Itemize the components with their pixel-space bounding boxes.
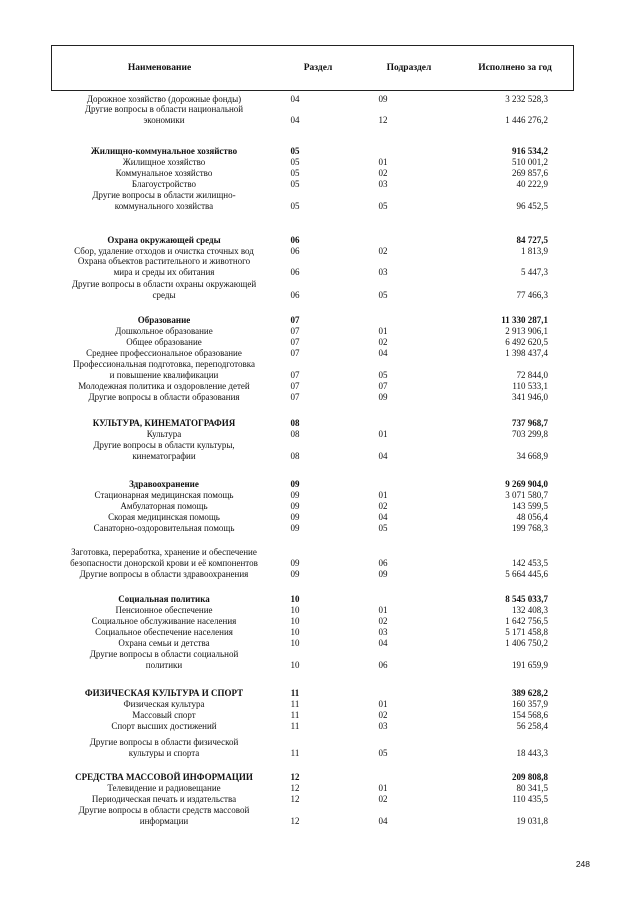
row-value: 269 857,6 <box>512 168 548 178</box>
row-podrazdel: 09 <box>378 94 388 104</box>
row-name: Социальное обеспечение населения <box>95 627 233 637</box>
row-name: Молодежная политика и оздоровление детей <box>78 381 250 391</box>
row-name: Дошкольное образование <box>115 326 213 336</box>
row-value: 110 435,5 <box>512 794 548 804</box>
row-value: 18 443,3 <box>516 748 548 758</box>
row-name: Сбор, удаление отходов и очистка сточных вод <box>74 246 254 256</box>
row-razdel: 07 <box>290 326 300 336</box>
row-podrazdel: 02 <box>378 710 388 720</box>
row-razdel: 05 <box>290 179 300 189</box>
row-razdel: 07 <box>290 381 300 391</box>
row-value: 3 232 528,3 <box>505 94 548 104</box>
row-podrazdel: 02 <box>378 246 388 256</box>
row-podrazdel: 01 <box>378 783 388 793</box>
row-razdel: 12 <box>290 783 300 793</box>
row-razdel: 10 <box>290 638 300 648</box>
row-value: 9 269 904,0 <box>505 479 548 489</box>
row-name: политики <box>145 660 183 670</box>
row-podrazdel: 02 <box>378 794 388 804</box>
page-number: 248 <box>575 859 590 869</box>
row-name: Другие вопросы в области жилищно- <box>92 190 236 200</box>
row-podrazdel: 01 <box>378 605 388 615</box>
row-name: Другие вопросы в области образования <box>88 392 240 402</box>
row-razdel: 08 <box>290 451 300 461</box>
row-name: Спорт высших достижений <box>111 721 217 731</box>
row-razdel: 10 <box>290 605 300 615</box>
row-value: 5 664 445,6 <box>505 569 548 579</box>
row-name: среды <box>152 290 176 300</box>
row-razdel: 09 <box>290 501 300 511</box>
row-value: 80 341,5 <box>516 783 548 793</box>
row-podrazdel: 03 <box>378 627 388 637</box>
row-razdel: 05 <box>290 201 300 211</box>
row-podrazdel: 02 <box>378 616 388 626</box>
row-razdel: 09 <box>290 479 300 489</box>
row-name: Жилищно-коммунальное хозяйство <box>90 146 238 156</box>
row-value: 199 768,3 <box>512 523 548 533</box>
row-razdel: 09 <box>290 512 300 522</box>
row-podrazdel: 01 <box>378 699 388 709</box>
row-podrazdel: 06 <box>378 660 388 670</box>
row-podrazdel: 05 <box>378 370 388 380</box>
row-razdel: 09 <box>290 558 300 568</box>
row-name: Здравоохранение <box>129 479 199 489</box>
row-podrazdel: 01 <box>378 157 388 167</box>
row-name: Физическая культура <box>123 699 205 709</box>
row-podrazdel: 05 <box>378 748 388 758</box>
row-value: 1 406 750,2 <box>505 638 548 648</box>
row-podrazdel: 02 <box>378 501 388 511</box>
row-value: 1 446 276,2 <box>505 115 548 125</box>
row-podrazdel: 02 <box>378 168 388 178</box>
row-value: 154 568,6 <box>512 710 548 720</box>
row-razdel: 06 <box>290 246 300 256</box>
row-razdel: 12 <box>290 816 300 826</box>
row-name: Другие вопросы в области социальной <box>89 649 239 659</box>
row-razdel: 11 <box>290 699 300 709</box>
row-name: Охрана окружающей среды <box>107 235 221 245</box>
row-name: Периодическая печать и издательства <box>91 794 237 804</box>
row-value: 132 408,3 <box>512 605 548 615</box>
row-name: Амбулаторная помощь <box>120 501 208 511</box>
row-value: 11 330 287,1 <box>501 315 548 325</box>
row-podrazdel: 07 <box>378 381 388 391</box>
row-razdel: 09 <box>290 490 300 500</box>
row-podrazdel: 04 <box>378 512 388 522</box>
row-value: 1 813,9 <box>521 246 548 256</box>
row-razdel: 08 <box>290 429 300 439</box>
row-name: информации <box>139 816 189 826</box>
row-value: 84 727,5 <box>516 235 548 245</box>
row-name: коммунального хозяйства <box>114 201 214 211</box>
row-razdel: 10 <box>290 660 300 670</box>
row-value: 110 533,1 <box>512 381 548 391</box>
row-podrazdel: 01 <box>378 326 388 336</box>
row-value: 916 534,2 <box>512 146 548 156</box>
row-razdel: 12 <box>290 794 300 804</box>
row-value: 1 642 756,5 <box>505 616 548 626</box>
row-value: 3 071 580,7 <box>505 490 548 500</box>
header-ispolneno: Исполнено за год <box>478 63 552 73</box>
row-name: Дорожное хозяйство (дорожные фонды) <box>86 94 242 104</box>
row-value: 34 668,9 <box>516 451 548 461</box>
row-name: кинематографии <box>132 451 196 461</box>
row-razdel: 07 <box>290 348 300 358</box>
row-value: 209 808,8 <box>512 772 548 782</box>
row-value: 160 357,9 <box>512 699 548 709</box>
row-name: и повышение квалификации <box>109 370 219 380</box>
row-razdel: 10 <box>290 616 300 626</box>
row-name: Общее образование <box>126 337 202 347</box>
row-name: Санаторно-оздоровительная помощь <box>93 523 235 533</box>
row-value: 77 466,3 <box>516 290 548 300</box>
row-name: Благоустройство <box>131 179 197 189</box>
row-podrazdel: 04 <box>378 638 388 648</box>
row-name: Другие вопросы в области культуры, <box>93 440 235 450</box>
row-podrazdel: 03 <box>378 267 388 277</box>
row-name: Стационарная медицинская помощь <box>94 490 234 500</box>
row-razdel: 11 <box>290 710 300 720</box>
row-razdel: 10 <box>290 594 300 604</box>
row-podrazdel: 04 <box>378 816 388 826</box>
row-podrazdel: 09 <box>378 569 388 579</box>
row-name: Образование <box>137 315 191 325</box>
row-razdel: 12 <box>290 772 300 782</box>
row-razdel: 06 <box>290 235 300 245</box>
row-value: 142 453,5 <box>512 558 548 568</box>
row-value: 2 913 906,1 <box>505 326 548 336</box>
row-razdel: 11 <box>290 721 300 731</box>
row-value: 143 599,5 <box>512 501 548 511</box>
header-name: Наименование <box>127 63 192 73</box>
row-razdel: 06 <box>290 267 300 277</box>
row-value: 341 946,0 <box>512 392 548 402</box>
row-razdel: 07 <box>290 337 300 347</box>
row-podrazdel: 06 <box>378 558 388 568</box>
row-podrazdel: 05 <box>378 201 388 211</box>
row-name: Среднее профессиональное образование <box>86 348 242 358</box>
row-name: СРЕДСТВА МАССОВОЙ ИНФОРМАЦИИ <box>75 772 253 782</box>
row-razdel: 07 <box>290 315 300 325</box>
row-podrazdel: 05 <box>378 290 388 300</box>
row-name: Культура <box>146 429 182 439</box>
row-name: Пенсионное обеспечение <box>115 605 213 615</box>
row-podrazdel: 03 <box>378 721 388 731</box>
row-razdel: 05 <box>290 157 300 167</box>
row-podrazdel: 05 <box>378 523 388 533</box>
row-name: безопасности донорской крови и её компонентов <box>70 558 258 568</box>
row-razdel: 09 <box>290 569 300 579</box>
row-name: Социальная политика <box>118 594 210 604</box>
row-name: Скорая медицинская помощь <box>108 512 220 522</box>
row-value: 389 628,2 <box>512 688 548 698</box>
row-value: 1 398 437,4 <box>505 348 548 358</box>
row-value: 6 492 620,5 <box>505 337 548 347</box>
row-name: ФИЗИЧЕСКАЯ КУЛЬТУРА И СПОРТ <box>84 688 244 698</box>
row-name: Телевидение и радиовещание <box>107 783 221 793</box>
row-razdel: 11 <box>290 748 300 758</box>
row-name: Массовый спорт <box>132 710 196 720</box>
row-name: КУЛЬТУРА, КИНЕМАТОГРАФИЯ <box>92 418 236 428</box>
header-razdel: Раздел <box>303 63 333 73</box>
header-podrazdel: Подраздел <box>386 63 432 73</box>
row-value: 703 299,8 <box>512 429 548 439</box>
row-name: Другие вопросы в области физической <box>89 737 239 747</box>
row-name: Охрана объектов растительного и животного <box>77 256 251 266</box>
row-name: Охрана семьи и детства <box>118 638 210 648</box>
row-podrazdel: 09 <box>378 392 388 402</box>
row-value: 510 001,2 <box>512 157 548 167</box>
row-podrazdel: 12 <box>378 115 388 125</box>
row-podrazdel: 04 <box>378 451 388 461</box>
row-razdel: 08 <box>290 418 300 428</box>
row-name: экономики <box>143 115 185 125</box>
row-name: Коммунальное хозяйство <box>115 168 213 178</box>
row-value: 96 452,5 <box>516 201 548 211</box>
row-value: 737 968,7 <box>512 418 548 428</box>
row-name: Другие вопросы в области охраны окружающей <box>71 279 257 289</box>
row-value: 5 447,3 <box>521 267 548 277</box>
row-razdel: 06 <box>290 290 300 300</box>
row-razdel: 09 <box>290 523 300 533</box>
row-name: Социальное обслуживание населения <box>91 616 237 626</box>
row-value: 19 031,8 <box>516 816 548 826</box>
row-razdel: 10 <box>290 627 300 637</box>
row-value: 191 659,9 <box>512 660 548 670</box>
row-value: 8 545 033,7 <box>505 594 548 604</box>
row-name: Профессиональная подготовка, переподготовка <box>73 359 255 369</box>
row-name: Другие вопросы в области здравоохранения <box>79 569 249 579</box>
row-podrazdel: 03 <box>378 179 388 189</box>
row-razdel: 04 <box>290 115 300 125</box>
row-value: 48 056,4 <box>516 512 548 522</box>
row-value: 40 222,9 <box>516 179 548 189</box>
row-razdel: 07 <box>290 392 300 402</box>
row-razdel: 11 <box>290 688 300 698</box>
row-name: Жилищное хозяйство <box>122 157 206 167</box>
row-value: 72 844,0 <box>516 370 548 380</box>
row-razdel: 07 <box>290 370 300 380</box>
row-value: 5 171 458,8 <box>505 627 548 637</box>
row-podrazdel: 02 <box>378 337 388 347</box>
row-name: Заготовка, переработка, хранение и обеспечение <box>71 547 257 557</box>
row-podrazdel: 04 <box>378 348 388 358</box>
row-podrazdel: 01 <box>378 490 388 500</box>
row-podrazdel: 01 <box>378 429 388 439</box>
row-name: культуры и спорта <box>128 748 200 758</box>
row-razdel: 04 <box>290 94 300 104</box>
row-value: 56 258,4 <box>516 721 548 731</box>
row-razdel: 05 <box>290 146 300 156</box>
row-name: Другие вопросы в области национальной <box>84 104 244 114</box>
row-razdel: 05 <box>290 168 300 178</box>
row-name: мира и среды их обитания <box>113 267 215 277</box>
row-name: Другие вопросы в области средств массовой <box>78 805 250 815</box>
